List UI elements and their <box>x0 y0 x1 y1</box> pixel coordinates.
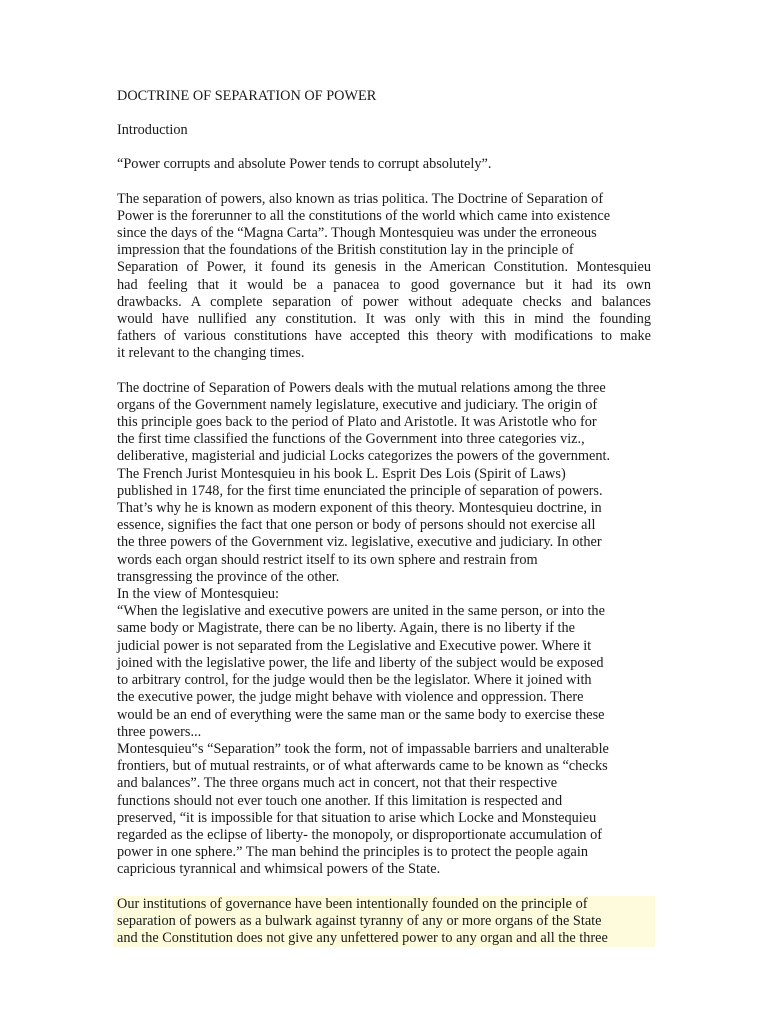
text-line: joined with the legislative power, the life and liberty of the subject would be exposed <box>117 654 604 671</box>
opening-quote: “Power corrupts and absolute Power tends to corrupt absolutely”. <box>117 156 492 173</box>
text-line: The separation of powers, also known as trias politica. The Doctrine of Separation of <box>117 190 604 207</box>
text-line: The doctrine of Separation of Powers deals with the mutual relations among the three <box>117 379 606 396</box>
text-line: fathers of various constitutions have accepted this theory with modifications to make <box>117 328 651 345</box>
text-line: to arbitrary control, for the judge would then be the legislator. Where it joined with <box>117 672 592 689</box>
text-line: the three powers of the Government viz. legislative, executive and judiciary. In other <box>117 534 602 551</box>
text-line: “When the legislative and executive powers are united in the same person, or into the <box>117 603 605 620</box>
paragraph-2 <box>117 380 651 879</box>
text-line: That’s why he is known as modern exponent of this theory. Montesquieu doctrine, in <box>117 500 602 517</box>
text-line: Montesquieu‟s “Separation” took the form, not of impassable barriers and unalterable <box>117 740 609 757</box>
text-line: published in 1748, for the first time enunciated the principle of separation of powers. <box>117 482 603 499</box>
section-heading-introduction: Introduction <box>117 122 188 139</box>
text-line: three powers... <box>117 723 202 740</box>
text-line: transgressing the province of the other. <box>117 568 340 585</box>
text-line: Separation of Power, it found its genesis in the American Constitution. Montesquieu <box>117 259 651 276</box>
text-line: the first time classified the functions of the Government into three categories viz., <box>117 431 585 448</box>
text-line: and the Constitution does not give any unfettered power to any organ and all the three <box>117 929 608 946</box>
text-line: frontiers, but of mutual restraints, or of what afterwards came to be known as “checks <box>117 758 608 775</box>
text-line: regarded as the eclipse of liberty- the monopoly, or disproportionate accumulation of <box>117 826 603 843</box>
text-line: essence, signifies the fact that one person or body of persons should not exercise all <box>117 517 596 534</box>
text-line: this principle goes back to the period of Plato and Aristotle. It was Aristotle who for <box>117 414 597 431</box>
text-line: In the view of Montesquieu: <box>117 586 279 603</box>
text-line: separation of powers as a bulwark against tyranny of any or more organs of the State <box>117 912 602 929</box>
text-line: would be an end of everything were the same man or the same body to exercise these <box>117 706 605 723</box>
text-line: would have nullified any constitution. It was only with this in mind the founding <box>117 311 651 328</box>
text-line: preserved, “it is impossible for that situation to arise which Locke and Monstequieu <box>117 809 597 826</box>
text-line: judicial power is not separated from the Legislative and Executive power. Where it <box>117 637 592 654</box>
text-line: power in one sphere.” The man behind the principles is to protect the people again <box>117 844 588 861</box>
text-line: the executive power, the judge might behave with violence and oppression. There <box>117 689 584 706</box>
text-line: functions should not ever touch one another. If this limitation is respected and <box>117 792 563 809</box>
paragraph-3-highlighted <box>113 896 655 948</box>
text-line: same body or Magistrate, there can be no liberty. Again, there is no liberty if the <box>117 620 576 637</box>
text-line: organs of the Government namely legislature, executive and judiciary. The origin of <box>117 396 598 413</box>
text-line: it relevant to the changing times. <box>117 345 305 362</box>
text-line: The French Jurist Montesquieu in his book L. Esprit Des Lois (Spirit of Laws) <box>117 465 566 482</box>
paragraph-1 <box>117 191 651 363</box>
text-line: deliberative, magisterial and judicial Locks categorizes the powers of the government. <box>117 448 611 465</box>
text-line: capricious tyrannical and whimsical powers of the State. <box>117 861 441 878</box>
text-line: drawbacks. A complete separation of power without adequate checks and balances <box>117 293 651 310</box>
text-line: Our institutions of governance have been intentionally founded on the principle of <box>117 895 588 912</box>
text-line: had feeling that it would be a panacea to good governance but it had its own <box>117 276 651 293</box>
text-line: and balances”. The three organs much act in concert, not that their respective <box>117 775 558 792</box>
text-line: since the days of the “Magna Carta”. Though Montesquieu was under the erroneous <box>117 225 597 242</box>
text-line: words each organ should restrict itself to its own sphere and restrain from <box>117 551 538 568</box>
document-title: DOCTRINE OF SEPARATION OF POWER <box>117 88 377 104</box>
text-line: impression that the foundations of the British constitution lay in the principle of <box>117 242 574 259</box>
text-line: Power is the forerunner to all the constitutions of the world which came into existence <box>117 207 611 224</box>
